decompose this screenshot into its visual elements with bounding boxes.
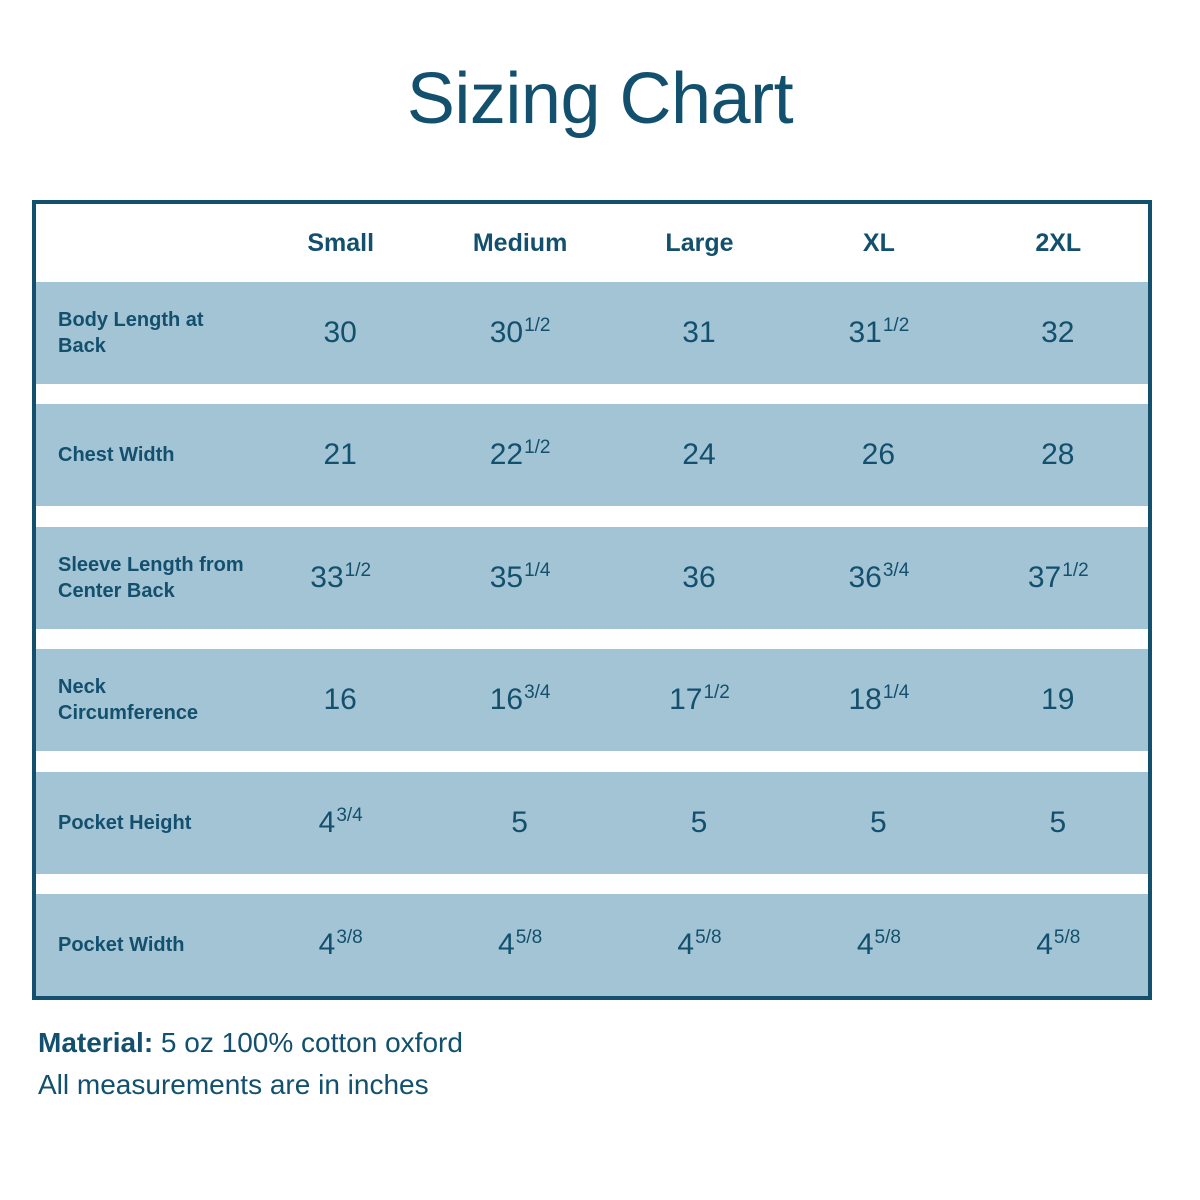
cell-chest-width-small: 21 [251, 404, 430, 506]
row-spacer [36, 506, 1148, 526]
cell-body-length-large: 31 [610, 282, 789, 384]
row-spacer [36, 629, 1148, 649]
cell-pocket-width-small: $4^{3/8}$ [251, 894, 430, 996]
cell-pocket-height-small: $4^{3/4}$ [251, 772, 430, 874]
cell-body-length-small: 30 [251, 282, 430, 384]
row-label-neck-circumference: Neck Circumference [36, 649, 251, 751]
sizing-table [36, 204, 1148, 996]
cell-pocket-height-medium: 5 [430, 772, 609, 874]
table-row [36, 894, 1148, 996]
cell-chest-width-xl: 26 [789, 404, 968, 506]
cell-neck-circumference-2xl: 19 [969, 649, 1148, 751]
cell-pocket-width-2xl: $4^{5/8}$ [969, 894, 1148, 996]
row-label-pocket-width: Pocket Width [36, 894, 251, 996]
cell-pocket-width-xl: $4^{5/8}$ [789, 894, 968, 996]
cell-pocket-height-large: 5 [610, 772, 789, 874]
row-label-pocket-height: Pocket Height [36, 772, 251, 874]
column-header-small: Small [251, 204, 430, 282]
table-row [36, 649, 1148, 751]
sizing-table-container [32, 200, 1152, 1000]
column-header-medium: Medium [430, 204, 609, 282]
table-row [36, 282, 1148, 384]
cell-neck-circumference-large: $17^{1/2}$ [610, 649, 789, 751]
table-row [36, 404, 1148, 506]
cell-sleeve-length-2xl: $37^{1/2}$ [969, 527, 1148, 629]
column-header-large: Large [610, 204, 789, 282]
table-row [36, 772, 1148, 874]
row-label-body-length: Body Length at Back [36, 282, 251, 384]
cell-sleeve-length-small: $33^{1/2}$ [251, 527, 430, 629]
row-label-sleeve-length: Sleeve Length from Center Back [36, 527, 251, 629]
cell-sleeve-length-xl: $36^{3/4}$ [789, 527, 968, 629]
material-label: Material: [38, 1027, 154, 1058]
cell-chest-width-large: 24 [610, 404, 789, 506]
row-spacer [36, 751, 1148, 771]
row-spacer [36, 384, 1148, 404]
cell-pocket-height-xl: 5 [789, 772, 968, 874]
cell-sleeve-length-large: 36 [610, 527, 789, 629]
cell-body-length-xl: $31^{1/2}$ [789, 282, 968, 384]
cell-neck-circumference-medium: $16^{3/4}$ [430, 649, 609, 751]
cell-sleeve-length-medium: $35^{1/4}$ [430, 527, 609, 629]
cell-pocket-width-large: $4^{5/8}$ [610, 894, 789, 996]
cell-neck-circumference-small: 16 [251, 649, 430, 751]
column-header-xl: XL [789, 204, 968, 282]
cell-body-length-2xl: 32 [969, 282, 1148, 384]
footer-notes [38, 1022, 1138, 1106]
material-note [38, 1022, 1138, 1064]
column-header-2xl: 2XL [969, 204, 1148, 282]
cell-chest-width-medium: $22^{1/2}$ [430, 404, 609, 506]
cell-chest-width-2xl: 28 [969, 404, 1148, 506]
material-value: 5 oz 100% cotton oxford [153, 1027, 463, 1058]
row-label-chest-width: Chest Width [36, 404, 251, 506]
table-row [36, 527, 1148, 629]
units-note: All measurements are in inches [38, 1069, 429, 1100]
cell-neck-circumference-xl: $18^{1/4}$ [789, 649, 968, 751]
cell-body-length-medium: $30^{1/2}$ [430, 282, 609, 384]
row-spacer [36, 874, 1148, 894]
cell-pocket-width-medium: $4^{5/8}$ [430, 894, 609, 996]
cell-pocket-height-2xl: 5 [969, 772, 1148, 874]
table-header-row [36, 204, 1148, 282]
page-title: Sizing Chart [406, 59, 794, 139]
column-header-rowlabel [36, 204, 251, 282]
